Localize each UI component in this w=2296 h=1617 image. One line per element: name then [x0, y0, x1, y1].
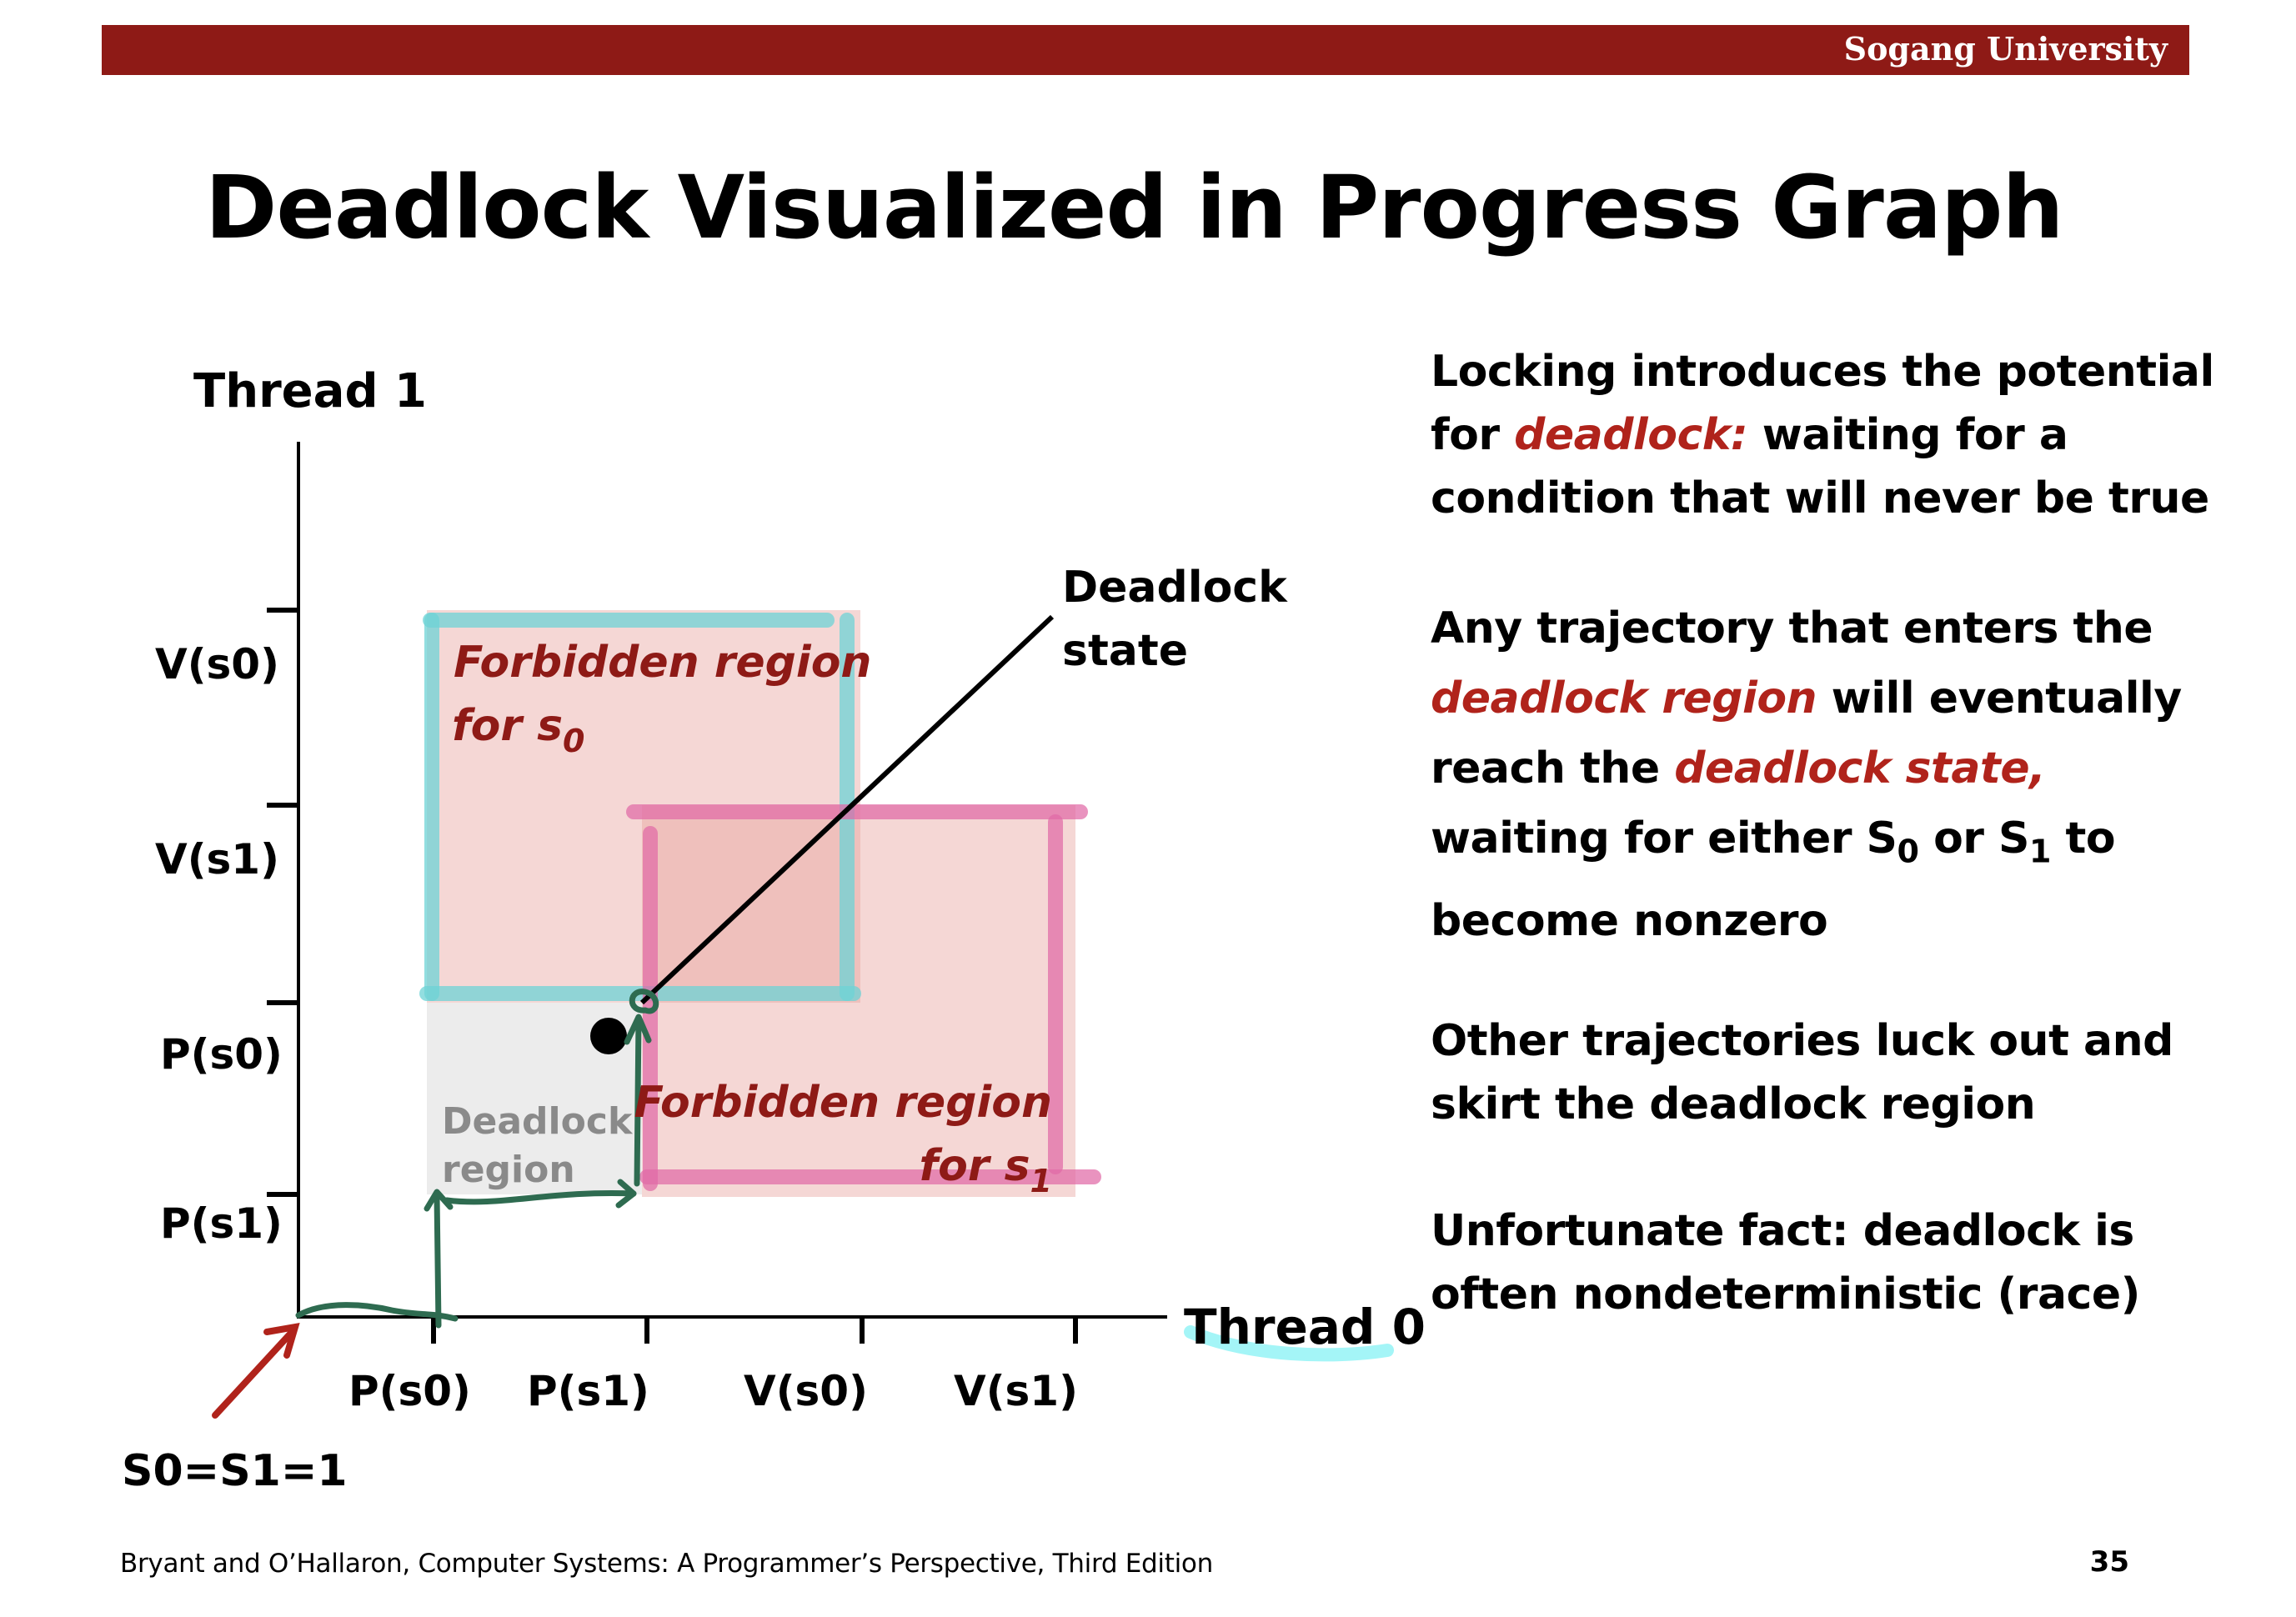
y-tick-label-p-s0: P(s0): [160, 1030, 283, 1079]
y-tick-label-v-s0: V(s0): [155, 640, 279, 688]
deadlock-region-label-line1: Deadlock: [442, 1100, 633, 1143]
x-tick-label-v-s1: V(s1): [954, 1367, 1078, 1415]
forbidden-s1-label-line1: Forbidden region: [634, 1078, 1052, 1128]
panel-paragraph-nondeterministic: Unfortunate fact: deadlock is often nondeterministic (race): [1431, 1206, 2140, 1320]
panel-paragraph-deadlock-region: Any trajectory that enters the deadlock region will eventually reach the deadlock state, waiting for either $S_0$ or $S_1$ to become nonzero: [1431, 603, 2182, 947]
citation-footer: Bryant and O’Hallaron, Computer Systems: A Programmer’s Perspective, Third Edition: [120, 1549, 1213, 1579]
x-tick-label-p-s0: P(s0): [348, 1367, 471, 1415]
y-axis-title: Thread 1: [193, 364, 427, 418]
y-axis-ticks: [267, 610, 298, 1194]
x-tick-label-v-s0: V(s0): [744, 1367, 868, 1415]
x-tick-label-p-s1: P(s1): [527, 1367, 649, 1415]
slide-title: Deadlock Visualized in Progress Graph: [205, 157, 2063, 258]
term-deadlock-region: deadlock region: [1431, 673, 1817, 723]
forbidden-s0-label-line1: Forbidden region: [454, 638, 872, 688]
explanation-panel: [1431, 340, 2231, 1389]
deadlock-state-label-line2: state: [1062, 626, 1189, 676]
forbidden-s1-label-line2: for $s_1$: [919, 1141, 1052, 1199]
forbidden-s0-label-line2: for $s_0$: [452, 701, 585, 759]
y-tick-label-v-s1: V(s1): [155, 835, 279, 884]
deadlock-state-dot: [590, 1018, 627, 1054]
start-arrow: [215, 1327, 295, 1415]
origin-label: S0=S1=1: [122, 1446, 348, 1496]
institution-name: Sogang University: [1843, 30, 2168, 68]
panel-paragraph-deadlock-potential: Locking introduces the potential for deadlock: waiting for a condition that will never be true: [1431, 347, 2214, 523]
term-deadlock: deadlock:: [1514, 410, 1748, 460]
deadlock-state-label-line1: Deadlock: [1062, 563, 1287, 613]
y-tick-label-p-s1: P(s1): [160, 1199, 283, 1248]
panel-paragraph-other-trajectories: Other trajectories luck out and skirt the deadlock region: [1431, 1016, 2173, 1130]
deadlock-region-label-line2: region: [442, 1149, 575, 1191]
page-number: 35: [2089, 1545, 2129, 1579]
x-axis-ticks: [434, 1317, 1075, 1344]
x-axis-title: Thread 0: [1184, 1299, 1426, 1355]
term-deadlock-state: deadlock state,: [1674, 743, 2046, 793]
